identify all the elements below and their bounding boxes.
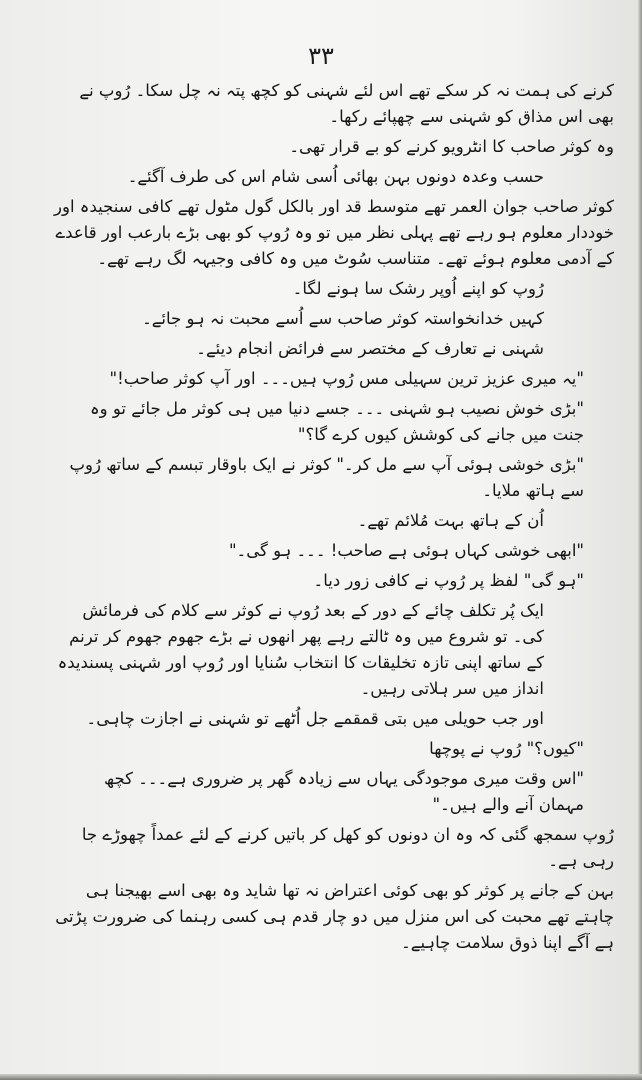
page-body-text	[54, 78, 614, 960]
page-number: ۳۳	[308, 42, 334, 70]
paragraph: کرنے کی ہمت نہ کر سکے تھے اس لئے شہنی کو کچھ پتہ نہ چل سکا۔ رُوپ نے بھی اس مذاق کو شہنی سے چھپائے رکھا۔	[79, 81, 614, 126]
paragraph: ایک پُر تکلف چائے کے دور کے بعد رُوپ نے کوثر سے کلام کی فرمائش کی۔ تو شروع میں وہ ٹالتے رہے پھر انھوں نے بڑے جھوم جھوم کر ترنم کے ساتھ اپنی تازہ تخلیقات کا انتخاب سُنایا اور رُوپ اور شہنی پسندیدہ انداز میں سر ہلاتی رہیں۔	[57, 601, 544, 698]
paragraph: "بڑی خوشی ہوئی آپ سے مل کر۔" کوثر نے ایک باوقار تبسم کے ساتھ رُوپ سے ہاتھ ملایا۔	[69, 455, 584, 500]
paragraph: رُوپ کو اپنے اُوپر رشک سا ہونے لگا۔	[292, 279, 544, 298]
paragraph: "یہ میری عزیز ترین سہیلی مس رُوپ ہیں۔۔۔ اور آپ کوثر صاحب!"	[109, 369, 584, 388]
paragraph: وہ کوثر صاحب کا انٹرویو کرنے کو بے قرار تھی۔	[289, 137, 614, 156]
paragraph: "کیوں؟" رُوپ نے پوچھا	[429, 739, 584, 758]
paragraph: شہنی نے تعارف کے مختصر سے فرائض انجام دیئے۔	[196, 339, 544, 358]
paragraph: حسب وعدہ دونوں بہن بھائی اُسی شام اس کی طرف آگئے۔	[127, 167, 544, 186]
page-bottom-edge	[0, 1074, 642, 1080]
paragraph: "ہو گی" لفظ پر رُوپ نے کافی زور دیا۔	[313, 571, 584, 590]
paragraph: "اس وقت میری موجودگی یہاں سے زیادہ گھر پر ضروری ہے۔۔۔ کچھ مہمان آنے والے ہیں۔"	[104, 769, 584, 814]
paragraph: اُن کے ہاتھ بہت مُلائم تھے۔	[357, 511, 544, 530]
paragraph: کوثر صاحب جوان العمر تھے متوسط قد اور بالکل گول مٹول تھے کافی سنجیدہ اور خوددار معلوم ہو رہے تھے پہلی نظر میں تو وہ رُوپ کو بھی بڑے بارعب اور قاعدے کے آدمی معلوم ہوئے تھے۔ متناسب سُوٹ میں وہ کافی وجیہہ لگ رہے تھے۔	[54, 197, 614, 268]
paragraph: "بڑی خوش نصیب ہو شہنی ۔۔۔ جسے دنیا میں ہی کوثر مل جائے تو وہ جنت میں جانے کی کوشش کیوں کرے گا؟"	[90, 399, 584, 444]
paragraph: بہن کے جانے پر کوثر کو بھی کوئی اعتراض نہ تھا شاید وہ بھی اسے بھیجنا ہی چاہتے تھے محبت کی اس منزل میں دو چار قدم ہی کسی رہنما کی ضرورت پڑتی ہے آگے اپنا ذوق سلامت چاہیے۔	[55, 881, 614, 952]
paragraph: کہیں خدانخواستہ کوثر صاحب سے اُسے محبت نہ ہو جائے۔	[142, 309, 544, 328]
paragraph: "ابھی خوشی کہاں ہوئی ہے صاحب! ۔۔۔ ہو گی۔"	[228, 541, 584, 560]
page-edge-shadow	[638, 0, 642, 1080]
paragraph: رُوپ سمجھ گئی کہ وہ ان دونوں کو کھل کر باتیں کرنے کے لئے عمداً چھوڑے جا رہی ہے۔	[81, 825, 614, 870]
paragraph: اور جب حویلی میں بتی قمقمے جل اُٹھے تو شہنی نے اجازت چاہی۔	[86, 709, 544, 728]
